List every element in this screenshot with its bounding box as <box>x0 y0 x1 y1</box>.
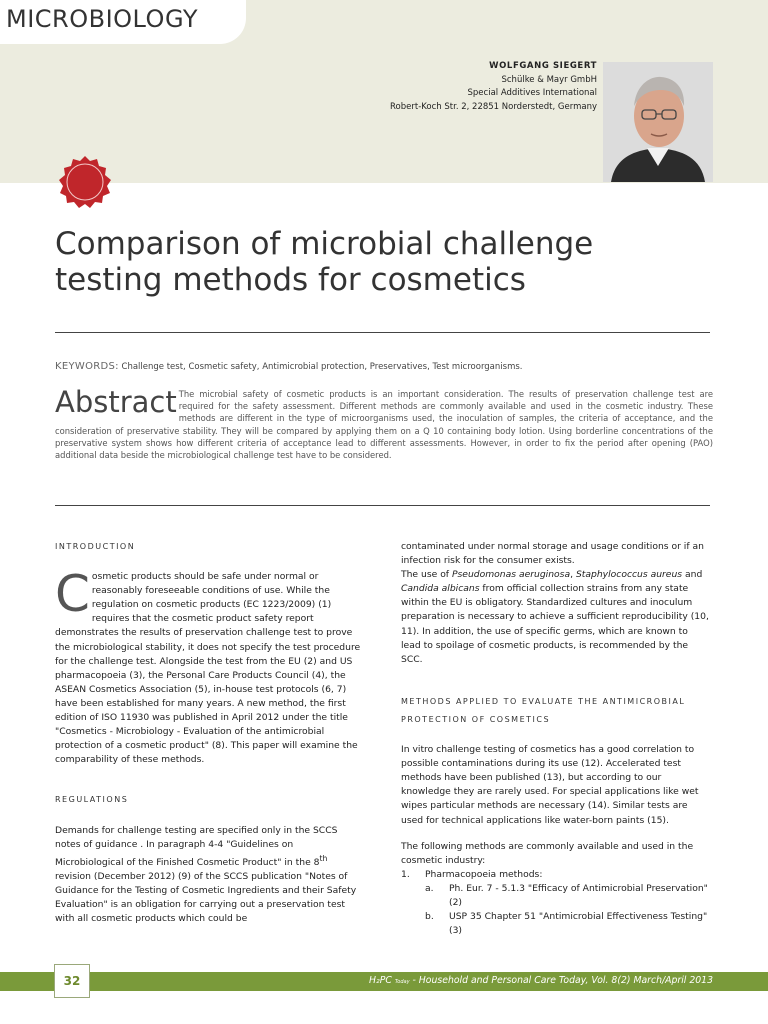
germ-pseudomonas: Pseudomonas aeruginosa <box>451 569 571 581</box>
pharmacopoeia-sublist <box>401 882 709 938</box>
keywords-text: Challenge test, Cosmetic safety, Antimicrobial protection, Preservatives, Test microorganisms. <box>121 362 523 372</box>
methods-list <box>401 868 709 882</box>
list-item-label: Pharmacopoeia methods: <box>425 868 543 880</box>
page-number: 32 <box>63 974 81 988</box>
list-item <box>425 910 709 938</box>
drop-cap: C <box>55 565 90 624</box>
methods-heading-line-2: PROTECTION OF COSMETICS <box>401 714 551 724</box>
author-name: WOLFGANG SIEGERT <box>489 61 597 71</box>
methods-heading-line-1: METHODS APPLIED TO EVALUATE THE ANTIMICROBIAL <box>401 696 686 706</box>
author-photo <box>603 62 713 182</box>
author-affiliation-company: Schülke & Mayr GmbH <box>501 74 597 85</box>
keywords-label: KEYWORDS: <box>55 361 119 372</box>
regulations-heading: REGULATIONS <box>55 795 129 805</box>
regulations-text-b: revision (December 2012) (9) of the SCCS publication "Notes of Guidance for the Testing of Cosmetic Ingredients and their Safety Evaluation" is an obligation for carrying out a preservation test with all cosmetic products which could be <box>55 870 357 925</box>
article-title <box>55 226 715 298</box>
list-item-text: USP 35 Chapter 51 "Antimicrobial Effectiveness Testing" (3) <box>449 911 708 937</box>
introduction-text: osmetic products should be safe under normal or reasonably foreseeable conditions of use. While the regulation on cosmetic products (EC 1223/2009) (1) requires that the cosmetic product safety report demonstrates the results of preservation challenge test to prove the microbiological stability, it does not specify the test procedure for the challenge test. Alongside the test from the EU (2) and US pharmacopoeia (3), the Personal Care Products Council (4), the ASEAN Cosmetics Association (5), in-house test protocols (6, 7) have been established for many years. A new method, the first edition of ISO 11930 was published in April 2012 under the title "Cosmetics - Microbiology - Evaluation of the antimicrobial protection of a cosmetic product" (8). This paper will examine the comparability of these methods. <box>55 571 361 766</box>
test-germs-paragraph <box>401 568 709 667</box>
regulations-text-a: Demands for challenge testing are specified only in the SCCS notes of guidance . In paragraph 4-4 "Guidelines on Microbiological of the Finished Cosmetic Product" in the 8 <box>55 824 338 868</box>
methods-paragraph-2: The following methods are commonly available and used in the cosmetic industry: <box>401 840 694 866</box>
abstract <box>55 385 713 461</box>
peer-reviewed-seal-icon <box>57 154 113 210</box>
author-block <box>390 60 597 114</box>
author-portrait-icon <box>603 62 713 182</box>
abstract-text: The microbial safety of cosmetic products is an important consideration. The results of preservation challenge test are required for the safety assessment. Different methods are commonly available and used in the cosmetic industry. These methods are different in the type of microorganisms used, the inoculation of samples, the criteria of acceptance, and the consideration of preservative stability. They will be compared by applying them on a Q 10 containing body lotion. Using borderline concentrations of the preservative system shows how different criteria of acceptance lead to different assessments. However, in order to fix the period after opening (PAO) additional data beside the microbiological challenge test have to be considered. <box>55 389 713 461</box>
test-germs-text-d: from official collection strains from any state within the EU is obligatory. Standardized cultures and inoculum preparation is necessary to achieve a sufficient reproducibility (10, 11). In addition, the use of specific germs, which are known to lead to spoilage of cosmetic products, is recommended by the SCC. <box>401 583 709 665</box>
journal-citation-text: - Household and Personal Care Today, Vol. 8(2) March/April 2013 <box>409 975 713 986</box>
list-item <box>425 882 709 910</box>
article-title-line-1: Comparison of microbial challenge <box>55 226 594 262</box>
list-item-marker: a. <box>425 882 434 894</box>
left-column <box>55 540 363 926</box>
test-germs-text-a: The use of <box>401 569 452 581</box>
article-title-line-2: testing methods for cosmetics <box>55 262 526 298</box>
section-tab <box>0 0 246 44</box>
journal-logo-today: Today <box>394 979 410 985</box>
journal-logo-text: H₂PC <box>369 975 392 986</box>
introduction-paragraph <box>55 565 363 767</box>
test-germs-text-c: and <box>682 569 703 581</box>
keywords <box>55 361 715 372</box>
methods-paragraph-1: In vitro challenge testing of cosmetics has a good correlation to possible contaminations during its use (12). Accelerated test methods have been published (13), but according to our knowledge they are rarely used. For special applications like wet wipes particular methods are necessary (14). Similar tests are used for technical applications like water-born paints (15). <box>401 744 699 826</box>
introduction-heading: INTRODUCTION <box>55 542 136 551</box>
title-divider <box>55 332 710 333</box>
peer-reviewed-seal <box>57 154 113 210</box>
test-germs-text-b: , <box>570 569 576 581</box>
abstract-label: Abstract <box>55 385 177 419</box>
contamination-paragraph: contaminated under normal storage and usage conditions or if an infection risk for the consumer exists. <box>401 541 704 567</box>
regulations-superscript: th <box>319 853 328 863</box>
list-item-marker: 1. <box>401 868 410 880</box>
regulations-paragraph <box>55 824 363 927</box>
list-item-marker: b. <box>425 911 434 923</box>
germ-candida: Candida albicans <box>401 583 480 595</box>
page-number-box <box>54 964 90 998</box>
list-item-text: Ph. Eur. 7 - 5.1.3 "Efficacy of Antimicrobial Preservation" (2) <box>449 882 708 908</box>
germ-staphylococcus: Staphylococcus aureus <box>575 569 683 581</box>
author-affiliation-unit: Special Additives International <box>467 88 597 98</box>
right-column <box>401 540 709 938</box>
section-title: MICROBIOLOGY <box>6 5 199 33</box>
journal-citation <box>369 975 713 986</box>
author-affiliation-address: Robert-Koch Str. 2, 22851 Norderstedt, Germany <box>390 101 597 112</box>
list-item <box>401 868 709 882</box>
abstract-divider <box>55 505 710 506</box>
